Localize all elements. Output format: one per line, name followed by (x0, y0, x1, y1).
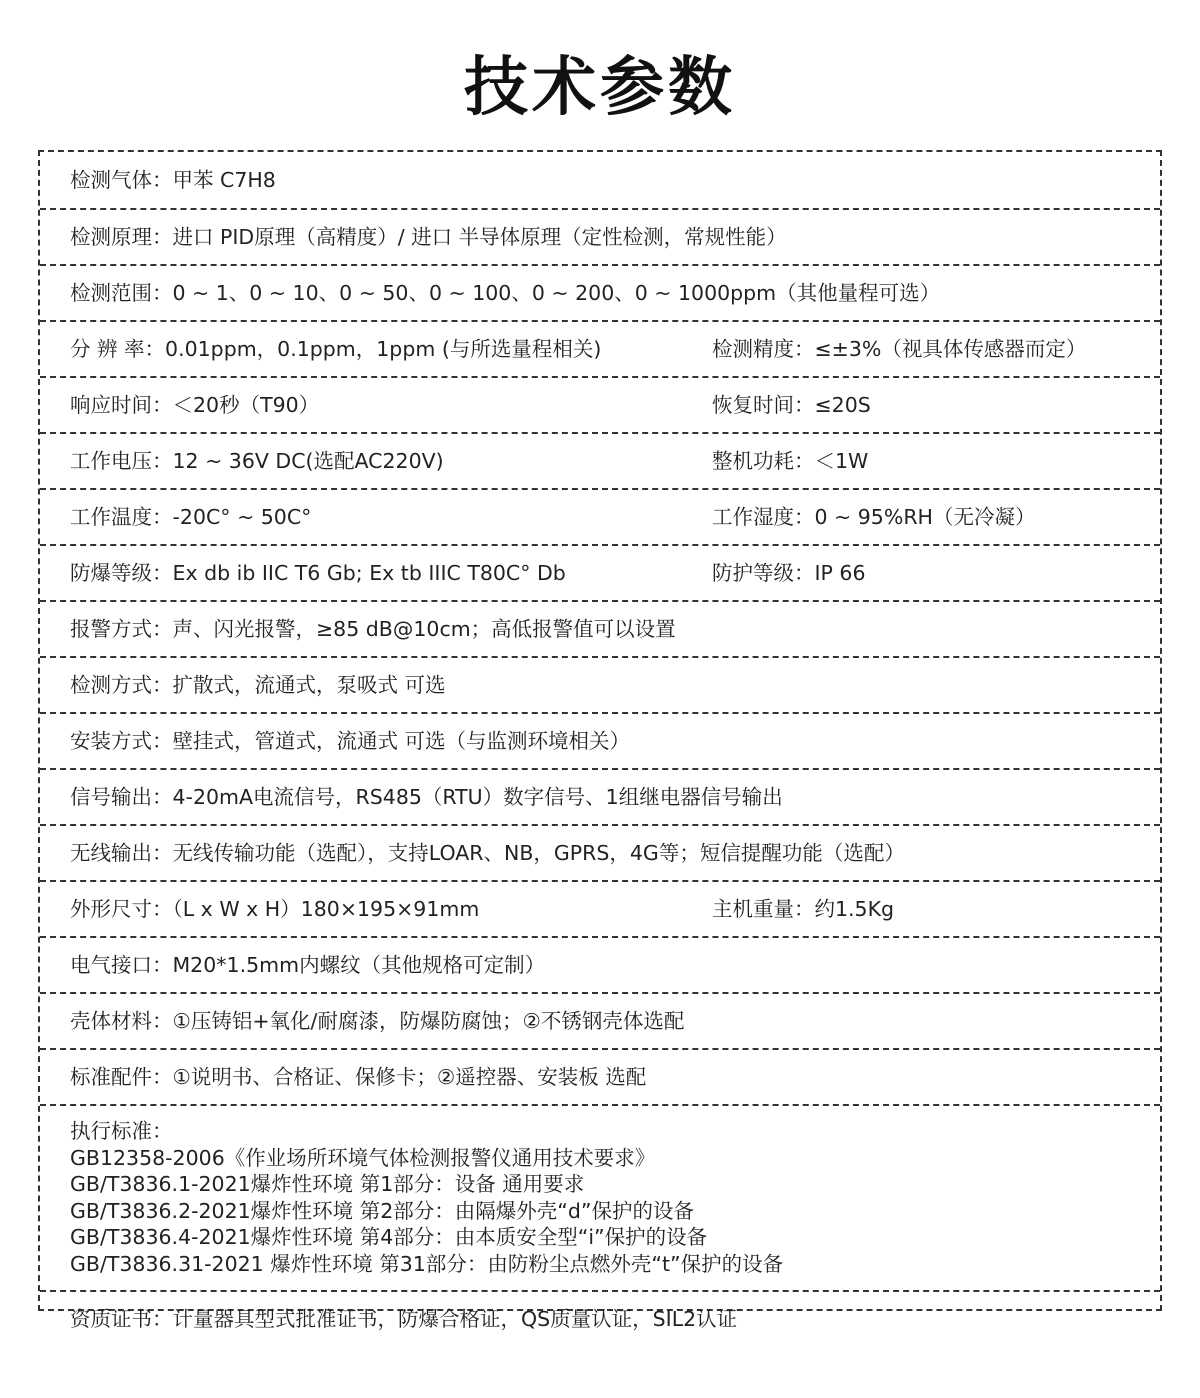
spec-resolution: 分 辨 率：0.01ppm，0.1ppm，1ppm (与所选量程相关) (70, 337, 602, 361)
page-title: 技术参数 (464, 51, 736, 125)
spec-detection-mode: 检测方式：扩散式，流通式，泵吸式 可选 (70, 673, 446, 697)
spec-row-detection-mode (40, 656, 1160, 712)
standard-line: GB/T3836.4-2021爆炸性环境 第4部分：由本质安全型“i”保护的设备 (70, 1225, 708, 1249)
spec-temperature: 工作温度：-20C° ~ 50C° (70, 505, 312, 529)
spec-recovery-time: 恢复时间：≤20S (712, 393, 871, 417)
spec-installation: 安装方式：壁挂式，管道式，流通式 可选（与监测环境相关） (70, 729, 631, 753)
spec-row-principle (40, 208, 1160, 264)
spec-row-accessories (40, 1048, 1160, 1104)
standard-line: GB/T3836.1-2021爆炸性环境 第1部分：设备 通用要求 (70, 1172, 585, 1196)
standard-line: GB/T3836.2-2021爆炸性环境 第2部分：由隔爆外壳“d”保护的设备 (70, 1198, 694, 1223)
spec-row-interface (40, 936, 1160, 992)
spec-row-resolution (40, 320, 1160, 376)
spec-row-gas (40, 152, 1160, 208)
spec-response-time: 响应时间：＜20秒（T90） (70, 393, 320, 417)
spec-humidity: 工作湿度：0 ~ 95%RH（无冷凝） (712, 505, 1036, 529)
spec-housing-material: 壳体材料：①压铸铝+氧化/耐腐漆，防爆防腐蚀；②不锈钢壳体选配 (70, 1009, 685, 1033)
spec-accessories: 标准配件：①说明书、合格证、保修卡；②遥控器、安装板 选配 (70, 1065, 647, 1089)
spec-power: 整机功耗：＜1W (712, 449, 869, 473)
standards-heading: 执行标准： (70, 1119, 173, 1143)
spec-protection-grade: 防护等级：IP 66 (712, 561, 866, 585)
spec-row-response (40, 376, 1160, 432)
spec-row-wireless (40, 824, 1160, 880)
spec-explosion-grade: 防爆等级：Ex db ib IIC T6 Gb; Ex tb IIIC T80C° Db (70, 561, 566, 585)
spec-dimensions: 外形尺寸：（L x W x H）180×195×91mm (70, 897, 480, 921)
spec-row-temperature (40, 488, 1160, 544)
spec-range: 检测范围：0 ~ 1、0 ~ 10、0 ~ 50、0 ~ 100、0 ~ 200、0 ~ 1000ppm（其他量程可选） (70, 281, 941, 305)
spec-wireless-output: 无线输出：无线传输功能（选配），支持LOAR、NB，GPRS，4G等；短信提醒功能（选配） (70, 841, 905, 865)
spec-gas: 检测气体：甲苯 C7H8 (70, 168, 276, 192)
spec-row-certificates (40, 1290, 1160, 1346)
standard-line: GB/T3836.31-2021 爆炸性环境 第31部分：由防粉尘点燃外壳“t”保护的设备 (70, 1251, 784, 1276)
standard-line: GB12358-2006《作业场所环境气体检测报警仪通用技术要求》 (70, 1145, 656, 1170)
spec-row-dimensions (40, 880, 1160, 936)
spec-row-housing (40, 992, 1160, 1048)
spec-voltage: 工作电压：12 ~ 36V DC(选配AC220V) (70, 449, 444, 473)
spec-accuracy: 检测精度：≤±3%（视具体传感器而定） (712, 337, 1087, 361)
spec-alarm: 报警方式：声、闪光报警，≥85 dB@10cm；高低报警值可以设置 (70, 617, 676, 641)
spec-row-voltage (40, 432, 1160, 488)
spec-row-alarm (40, 600, 1160, 656)
standards-block (70, 1118, 783, 1277)
spec-row-signal (40, 768, 1160, 824)
spec-principle: 检测原理：进口 PID原理（高精度）/ 进口 半导体原理（定性检测，常规性能） (70, 225, 787, 249)
spec-row-installation (40, 712, 1160, 768)
spec-electrical-interface: 电气接口：M20*1.5mm内螺纹（其他规格可定制） (70, 953, 546, 977)
spec-certificates: 资质证书：计量器具型式批准证书，防爆合格证，QS质量认证，SIL2认证 (70, 1307, 738, 1331)
spec-row-explosion (40, 544, 1160, 600)
spec-table (38, 150, 1162, 1331)
spec-row-standards (40, 1104, 1160, 1290)
spec-weight: 主机重量：约1.5Kg (712, 897, 895, 921)
spec-row-range (40, 264, 1160, 320)
spec-signal-output: 信号输出：4-20mA电流信号，RS485（RTU）数字信号、1组继电器信号输出 (70, 785, 783, 809)
